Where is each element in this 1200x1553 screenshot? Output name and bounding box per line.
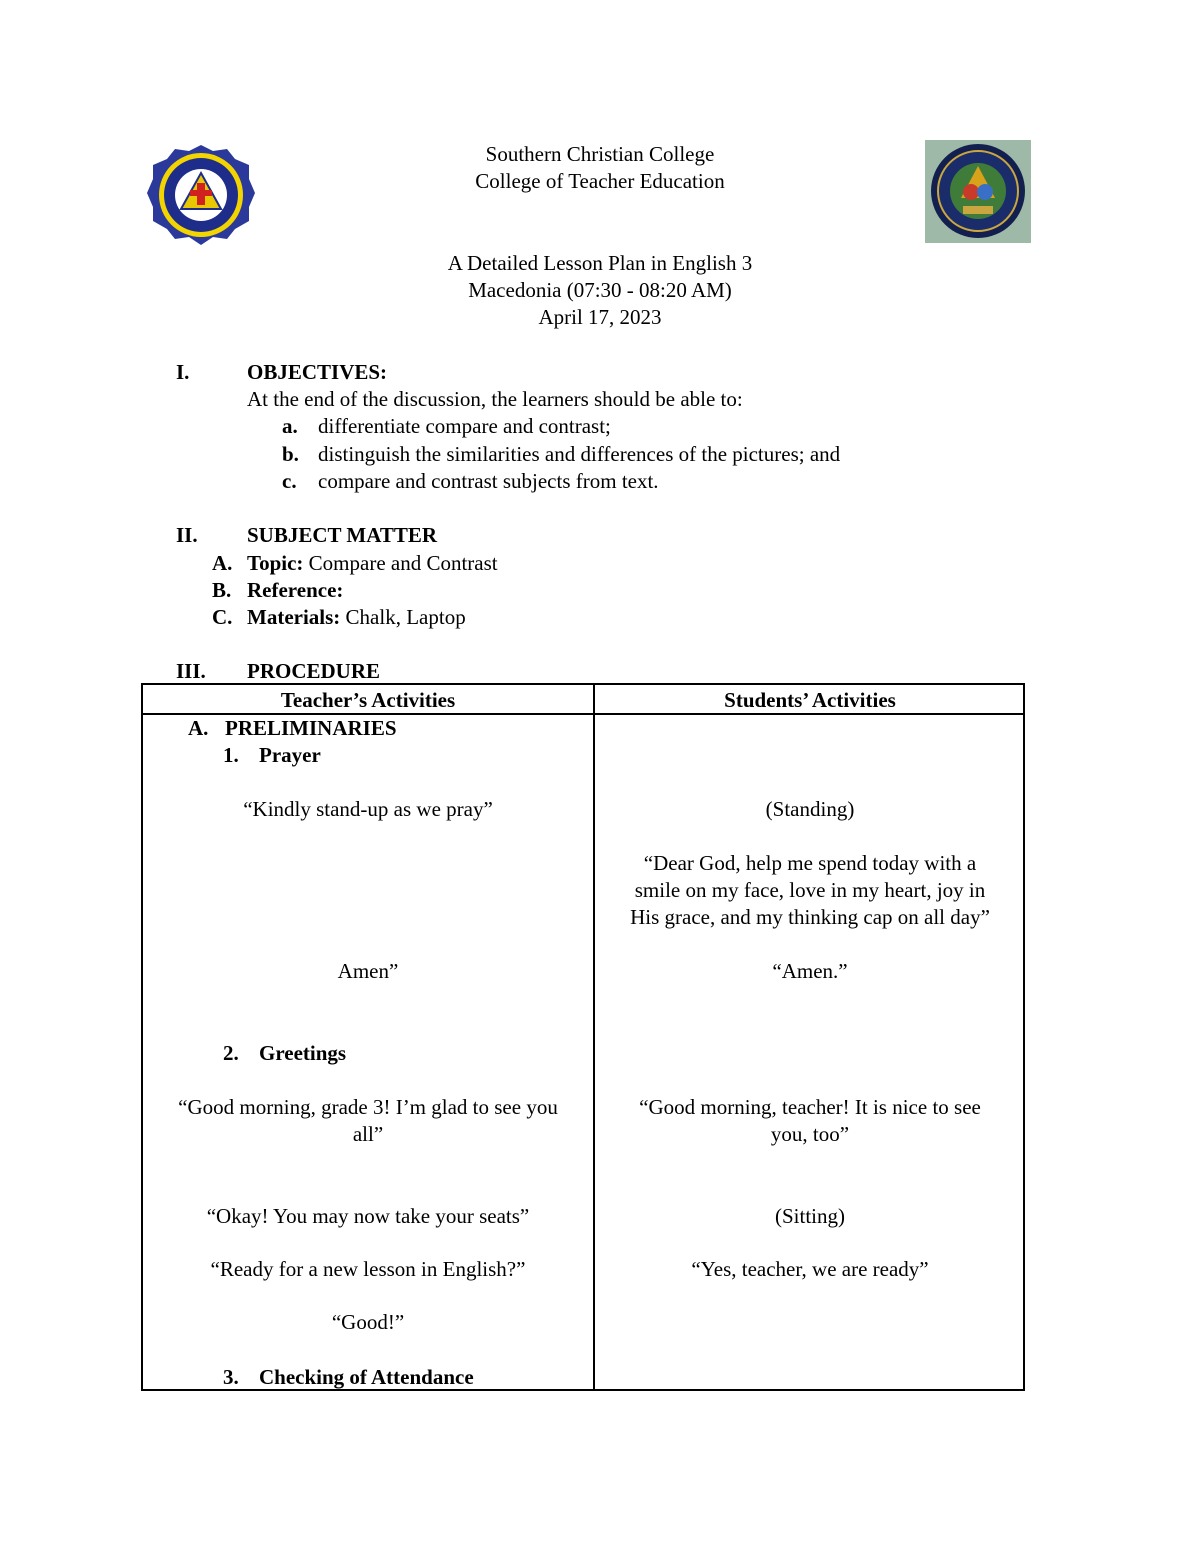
- teacher-line: “Ready for a new lesson in English?”: [210, 1257, 526, 1281]
- teacher-line: “Kindly stand-up as we pray”: [243, 797, 493, 821]
- title-line-2: Macedonia (07:30 - 08:20 AM): [468, 278, 732, 302]
- teacher-column-header: Teacher’s Activities: [280, 688, 456, 712]
- step-label-prayer: Prayer: [259, 743, 321, 767]
- step-number: 2.: [223, 1041, 239, 1065]
- objective-item: differentiate compare and contrast;: [318, 414, 611, 438]
- college-name: College of Teacher Education: [475, 169, 725, 193]
- subject-item-letter: C.: [212, 605, 233, 629]
- procedure-table: [141, 683, 1025, 1391]
- objectives-heading: OBJECTIVES:: [247, 360, 388, 384]
- objective-letter: c.: [282, 469, 297, 493]
- subject-item-label: Materials:: [247, 605, 341, 629]
- column-divider: [593, 685, 595, 1389]
- student-line: “Dear God, help me spend today with a: [643, 851, 977, 875]
- student-line: you, too”: [770, 1122, 850, 1146]
- student-column-header: Students’ Activities: [724, 688, 896, 712]
- teacher-line: all”: [352, 1122, 384, 1146]
- lesson-plan-title: [300, 250, 900, 331]
- step-label-attendance: Checking of Attendance: [259, 1365, 474, 1389]
- objectives-intro: At the end of the discussion, the learners should be able to:: [247, 387, 743, 411]
- student-line: “Amen.”: [772, 959, 848, 983]
- step-label-greetings: Greetings: [259, 1041, 347, 1065]
- subject-item-label: Reference:: [247, 578, 344, 602]
- subject-item-value: Compare and Contrast: [303, 551, 498, 575]
- subject-item-materials: [247, 604, 466, 631]
- teacher-line: “Good morning, grade 3! I’m glad to see you: [178, 1095, 558, 1119]
- college-seal-logo: [925, 140, 1031, 243]
- procedure-heading: PROCEDURE: [247, 659, 381, 683]
- subject-item-reference: [247, 577, 343, 604]
- header: [300, 141, 900, 195]
- objective-item: distinguish the similarities and differences of the pictures; and: [318, 442, 841, 466]
- student-line: smile on my face, love in my heart, joy in: [634, 878, 986, 902]
- objective-letter: a.: [282, 414, 298, 438]
- subject-matter-heading: SUBJECT MATTER: [247, 523, 438, 547]
- subject-item-letter: B.: [212, 578, 232, 602]
- student-line: (Standing): [765, 797, 855, 821]
- title-line-1: A Detailed Lesson Plan in English 3: [447, 251, 753, 275]
- teacher-line: “Good!”: [331, 1310, 405, 1334]
- school-seal-logo: [145, 143, 257, 247]
- student-line: “Good morning, teacher! It is nice to see: [639, 1095, 981, 1119]
- subject-matter-numeral: II.: [176, 523, 198, 547]
- subject-item-label: Topic:: [247, 551, 304, 575]
- objective-letter: b.: [282, 442, 299, 466]
- student-line: (Sitting): [774, 1204, 845, 1228]
- section-letter: A.: [188, 716, 209, 740]
- teacher-line: Amen”: [337, 959, 399, 983]
- subject-item-topic: [247, 550, 498, 577]
- step-number: 3.: [223, 1365, 239, 1389]
- teacher-line: “Okay! You may now take your seats”: [206, 1204, 530, 1228]
- section-label: PRELIMINARIES: [225, 716, 397, 740]
- title-line-3: April 17, 2023: [538, 305, 662, 329]
- subject-item-value: Chalk, Laptop: [340, 605, 466, 629]
- step-number: 1.: [223, 743, 239, 767]
- student-line: His grace, and my thinking cap on all day”: [630, 905, 990, 929]
- student-line: “Yes, teacher, we are ready”: [691, 1257, 929, 1281]
- objective-item: compare and contrast subjects from text.: [318, 469, 659, 493]
- subject-item-letter: A.: [212, 551, 233, 575]
- procedure-numeral: III.: [176, 659, 206, 683]
- school-name: Southern Christian College: [485, 142, 715, 166]
- objectives-numeral: I.: [176, 360, 190, 384]
